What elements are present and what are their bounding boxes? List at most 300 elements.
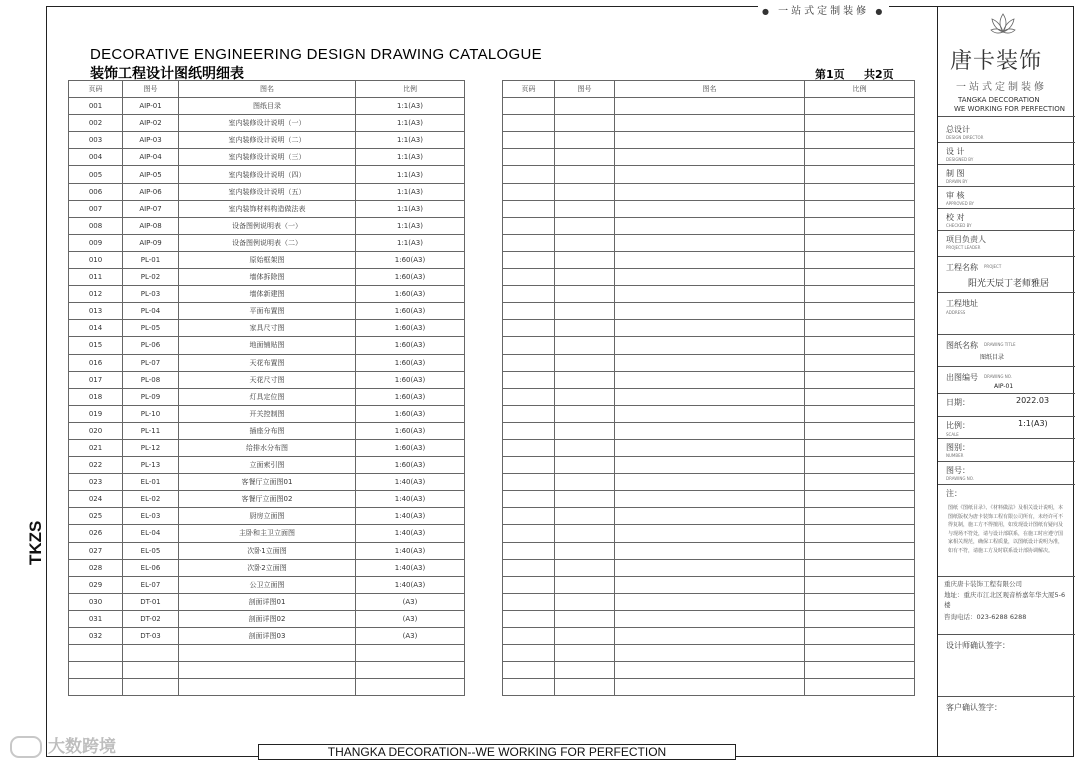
table-cell bbox=[615, 115, 805, 132]
table-row bbox=[69, 542, 465, 559]
table-cell: 011 bbox=[69, 269, 123, 286]
project-value: 阳光天辰丁老师雅居 bbox=[968, 279, 1050, 289]
table-row bbox=[69, 166, 465, 183]
scale-label: 比例： bbox=[946, 421, 970, 430]
table-cell: 室内装饰材料构造做法表 bbox=[179, 200, 356, 217]
column-header: 图名 bbox=[615, 81, 805, 98]
table-cell bbox=[615, 405, 805, 422]
table-cell bbox=[615, 132, 805, 149]
column-header: 页码 bbox=[69, 81, 123, 98]
table-cell bbox=[615, 269, 805, 286]
table-cell bbox=[805, 234, 915, 251]
table-cell: AIP-01 bbox=[123, 98, 179, 115]
table-cell: 墙体拆除图 bbox=[179, 269, 356, 286]
table-cell bbox=[555, 286, 615, 303]
table-cell bbox=[555, 234, 615, 251]
table-cell: 天花布置图 bbox=[179, 354, 356, 371]
table-cell bbox=[503, 679, 555, 696]
table-cell: 次卧1立面图 bbox=[179, 542, 356, 559]
table-cell: PL-11 bbox=[123, 422, 179, 439]
table-cell: 1:60(A3) bbox=[356, 439, 465, 456]
bullet-icon: ● bbox=[762, 7, 772, 16]
table-cell bbox=[555, 491, 615, 508]
role-label: 总设计 bbox=[946, 125, 970, 134]
table-cell bbox=[555, 251, 615, 268]
table-cell bbox=[555, 320, 615, 337]
table-cell: EL-06 bbox=[123, 559, 179, 576]
table-cell bbox=[356, 662, 465, 679]
table-cell bbox=[805, 354, 915, 371]
table-row bbox=[69, 474, 465, 491]
table-row bbox=[69, 679, 465, 696]
table-cell bbox=[805, 508, 915, 525]
sheet-sub: NUMBER bbox=[946, 453, 964, 458]
table-cell: EL-07 bbox=[123, 576, 179, 593]
table-cell: 室内装修设计说明（二） bbox=[179, 132, 356, 149]
table-cell: PL-08 bbox=[123, 371, 179, 388]
table-cell bbox=[805, 217, 915, 234]
drawing-name-label: 图纸名称 bbox=[946, 341, 978, 350]
designer-confirm: 设计师确认签字： bbox=[946, 641, 1010, 650]
divider bbox=[938, 416, 1075, 417]
table-cell bbox=[555, 457, 615, 474]
table-row bbox=[69, 337, 465, 354]
table-cell: 插座分布图 bbox=[179, 422, 356, 439]
table-cell bbox=[503, 474, 555, 491]
table-cell: 剖面详图03 bbox=[179, 628, 356, 645]
table-cell: 018 bbox=[69, 388, 123, 405]
table-row bbox=[69, 388, 465, 405]
table-cell bbox=[615, 320, 805, 337]
footer-slogan: THANGKA DECORATION--WE WORKING FOR PERFECTION bbox=[258, 744, 736, 760]
divider bbox=[938, 461, 1075, 462]
table-cell bbox=[503, 166, 555, 183]
table-cell: EL-04 bbox=[123, 525, 179, 542]
watermark bbox=[10, 732, 116, 758]
table-row bbox=[503, 337, 915, 354]
table-row bbox=[503, 491, 915, 508]
table-row bbox=[503, 593, 915, 610]
scale-value: 1:1(A3) bbox=[1018, 419, 1048, 428]
table-cell bbox=[503, 217, 555, 234]
table-cell bbox=[503, 628, 555, 645]
page-total: 共2页 bbox=[864, 68, 894, 81]
table-cell bbox=[805, 474, 915, 491]
table-row bbox=[503, 474, 915, 491]
table-cell bbox=[503, 662, 555, 679]
divider bbox=[938, 696, 1075, 697]
table-cell bbox=[503, 457, 555, 474]
table-cell: 1:60(A3) bbox=[356, 422, 465, 439]
table-cell bbox=[615, 251, 805, 268]
table-cell: 立面索引图 bbox=[179, 457, 356, 474]
table-cell: 013 bbox=[69, 303, 123, 320]
table-row bbox=[503, 559, 915, 576]
table-cell bbox=[615, 166, 805, 183]
table-cell bbox=[805, 320, 915, 337]
divider bbox=[938, 230, 1075, 231]
table-cell: 032 bbox=[69, 628, 123, 645]
table-cell bbox=[555, 149, 615, 166]
table-cell bbox=[615, 679, 805, 696]
table-cell: 1:60(A3) bbox=[356, 286, 465, 303]
table-cell bbox=[555, 439, 615, 456]
divider bbox=[938, 334, 1075, 335]
table-row bbox=[503, 303, 915, 320]
table-row bbox=[69, 115, 465, 132]
role-sub: DESIGNED BY bbox=[946, 157, 974, 162]
table-cell bbox=[555, 337, 615, 354]
table-cell bbox=[615, 645, 805, 662]
table-cell bbox=[615, 286, 805, 303]
table-cell bbox=[503, 491, 555, 508]
table-cell bbox=[615, 474, 805, 491]
table-cell bbox=[805, 269, 915, 286]
table-cell bbox=[555, 422, 615, 439]
table-cell bbox=[615, 303, 805, 320]
table-cell bbox=[503, 269, 555, 286]
table-cell bbox=[615, 610, 805, 627]
table-row bbox=[503, 183, 915, 200]
column-header: 页码 bbox=[503, 81, 555, 98]
table-cell: 017 bbox=[69, 371, 123, 388]
table-cell: 009 bbox=[69, 234, 123, 251]
table-cell bbox=[805, 559, 915, 576]
table-cell bbox=[615, 337, 805, 354]
table-row bbox=[503, 439, 915, 456]
table-cell: 1:1(A3) bbox=[356, 98, 465, 115]
table-cell: 平面布置图 bbox=[179, 303, 356, 320]
table-cell bbox=[615, 217, 805, 234]
table-row bbox=[69, 320, 465, 337]
client-confirm: 客户确认签字： bbox=[946, 703, 1002, 712]
table-row bbox=[69, 576, 465, 593]
divider bbox=[938, 186, 1075, 187]
table-cell: 019 bbox=[69, 405, 123, 422]
address-label: 工程地址 bbox=[946, 299, 978, 308]
table-row bbox=[69, 628, 465, 645]
drawing-name-sub: DRAWING TITLE bbox=[984, 342, 1016, 347]
watermark-logo-icon bbox=[10, 736, 42, 758]
table-row bbox=[503, 610, 915, 627]
table-cell bbox=[503, 371, 555, 388]
table-cell: AIP-03 bbox=[123, 132, 179, 149]
table-row bbox=[69, 645, 465, 662]
table-cell: 1:1(A3) bbox=[356, 200, 465, 217]
table-cell bbox=[555, 679, 615, 696]
table-cell bbox=[805, 337, 915, 354]
lotus-logo-icon bbox=[988, 10, 1018, 40]
table-cell: 地面铺贴图 bbox=[179, 337, 356, 354]
table-cell: 004 bbox=[69, 149, 123, 166]
slogan-text: 一站式定制装修 bbox=[778, 6, 870, 17]
role-sub: CHECKED BY bbox=[946, 223, 972, 228]
table-row bbox=[503, 679, 915, 696]
table-cell bbox=[555, 200, 615, 217]
table-cell bbox=[805, 149, 915, 166]
table-cell bbox=[123, 662, 179, 679]
table-cell bbox=[615, 491, 805, 508]
table-cell bbox=[503, 354, 555, 371]
table-cell bbox=[555, 132, 615, 149]
divider bbox=[938, 292, 1075, 293]
table-cell: 006 bbox=[69, 183, 123, 200]
company-address: 地址：重庆市江北区观音桥嘉年华大厦5-6楼 bbox=[944, 591, 1066, 609]
table-cell: AIP-04 bbox=[123, 149, 179, 166]
role-label: 审 核 bbox=[946, 191, 965, 200]
table-cell: PL-02 bbox=[123, 269, 179, 286]
brand-name: 唐卡装饰 bbox=[950, 49, 1043, 74]
company-phone: 咨询电话：023-6288 6288 bbox=[944, 613, 1027, 621]
table-cell: (A3) bbox=[356, 628, 465, 645]
divider bbox=[938, 164, 1075, 165]
table-cell: 设备图例说明表（二） bbox=[179, 234, 356, 251]
divider bbox=[938, 576, 1075, 577]
table-row bbox=[503, 457, 915, 474]
table-cell bbox=[503, 234, 555, 251]
table-cell: AIP-07 bbox=[123, 200, 179, 217]
date-label: 日期： bbox=[946, 398, 970, 407]
table-cell: 原始框架图 bbox=[179, 251, 356, 268]
table-cell: 015 bbox=[69, 337, 123, 354]
divider bbox=[938, 393, 1075, 394]
table-cell: (A3) bbox=[356, 593, 465, 610]
column-header: 图号 bbox=[555, 81, 615, 98]
table-cell bbox=[805, 115, 915, 132]
table-cell: PL-05 bbox=[123, 320, 179, 337]
table-row bbox=[503, 217, 915, 234]
table-cell: 1:1(A3) bbox=[356, 115, 465, 132]
table-cell: 次卧2立面图 bbox=[179, 559, 356, 576]
table-cell: PL-12 bbox=[123, 439, 179, 456]
table-cell bbox=[503, 98, 555, 115]
table-cell: 厨房立面图 bbox=[179, 508, 356, 525]
table-cell: 1:40(A3) bbox=[356, 542, 465, 559]
table-cell bbox=[503, 525, 555, 542]
divider bbox=[938, 634, 1075, 635]
table-cell: EL-03 bbox=[123, 508, 179, 525]
table-cell: PL-09 bbox=[123, 388, 179, 405]
scale-sub: SCALE bbox=[946, 432, 959, 437]
table-cell bbox=[555, 645, 615, 662]
table-cell bbox=[805, 610, 915, 627]
table-cell bbox=[805, 166, 915, 183]
table-cell: DT-03 bbox=[123, 628, 179, 645]
table-cell: 010 bbox=[69, 251, 123, 268]
table-cell: EL-05 bbox=[123, 542, 179, 559]
table-cell bbox=[555, 269, 615, 286]
table-cell: PL-06 bbox=[123, 337, 179, 354]
table-row bbox=[503, 200, 915, 217]
table-row bbox=[503, 371, 915, 388]
table-cell bbox=[805, 593, 915, 610]
table-cell: 022 bbox=[69, 457, 123, 474]
table-cell: 020 bbox=[69, 422, 123, 439]
title-block bbox=[937, 6, 1074, 757]
table-cell: 025 bbox=[69, 508, 123, 525]
role-sub: APPROVED BY bbox=[946, 201, 975, 206]
drawing-no-sub: DRAWING NO. bbox=[984, 374, 1012, 379]
sheet-no-sub: DRAWING NO. bbox=[946, 476, 974, 481]
table-row bbox=[69, 183, 465, 200]
table-row bbox=[69, 662, 465, 679]
table-cell: EL-02 bbox=[123, 491, 179, 508]
brand-english-name: TANGKA DECCORATION bbox=[958, 96, 1040, 104]
divider bbox=[938, 256, 1075, 257]
table-cell: 1:60(A3) bbox=[356, 251, 465, 268]
divider bbox=[938, 208, 1075, 209]
table-cell bbox=[503, 320, 555, 337]
table-cell bbox=[356, 679, 465, 696]
table-cell bbox=[555, 628, 615, 645]
table-header-row bbox=[69, 81, 465, 98]
table-cell: 室内装修设计说明（四） bbox=[179, 166, 356, 183]
role-label: 项目负责人 bbox=[946, 235, 986, 244]
table-cell bbox=[805, 371, 915, 388]
table-cell bbox=[123, 645, 179, 662]
catalogue-table-right bbox=[502, 80, 915, 696]
role-sub: PROJECT LEADER bbox=[946, 245, 981, 250]
table-cell bbox=[615, 593, 805, 610]
table-cell bbox=[615, 508, 805, 525]
table-cell: 剖面详图01 bbox=[179, 593, 356, 610]
table-cell bbox=[805, 525, 915, 542]
brand-english-slogan: WE WORKING FOR PERFECTION bbox=[954, 105, 1065, 113]
table-cell bbox=[555, 166, 615, 183]
table-row bbox=[503, 508, 915, 525]
table-cell: 1:60(A3) bbox=[356, 320, 465, 337]
table-cell: 1:40(A3) bbox=[356, 525, 465, 542]
table-row bbox=[503, 525, 915, 542]
table-cell bbox=[179, 645, 356, 662]
table-row bbox=[503, 576, 915, 593]
table-cell bbox=[615, 422, 805, 439]
table-cell: 主卧和主卫立面图 bbox=[179, 525, 356, 542]
table-cell bbox=[615, 439, 805, 456]
table-cell: (A3) bbox=[356, 610, 465, 627]
table-cell: DT-02 bbox=[123, 610, 179, 627]
table-cell bbox=[615, 457, 805, 474]
table-cell: 024 bbox=[69, 491, 123, 508]
table-cell bbox=[555, 542, 615, 559]
table-cell bbox=[615, 149, 805, 166]
table-row bbox=[503, 645, 915, 662]
table-cell bbox=[805, 132, 915, 149]
table-cell bbox=[555, 559, 615, 576]
table-cell bbox=[615, 234, 805, 251]
date-value: 2022.03 bbox=[1016, 396, 1050, 405]
table-cell bbox=[555, 576, 615, 593]
drawing-name-value: 图纸目录 bbox=[980, 354, 1005, 361]
table-cell: 1:40(A3) bbox=[356, 474, 465, 491]
table-cell bbox=[555, 98, 615, 115]
table-row bbox=[503, 98, 915, 115]
table-cell: 1:40(A3) bbox=[356, 559, 465, 576]
table-cell bbox=[615, 628, 805, 645]
table-row bbox=[69, 286, 465, 303]
table-row bbox=[69, 439, 465, 456]
table-cell: 1:60(A3) bbox=[356, 457, 465, 474]
table-cell: 1:60(A3) bbox=[356, 371, 465, 388]
table-row bbox=[69, 303, 465, 320]
table-cell: 墙体新建图 bbox=[179, 286, 356, 303]
table-cell: 客餐厅立面图02 bbox=[179, 491, 356, 508]
table-row bbox=[69, 457, 465, 474]
table-cell bbox=[555, 474, 615, 491]
table-cell bbox=[555, 388, 615, 405]
table-row bbox=[69, 251, 465, 268]
table-cell: PL-04 bbox=[123, 303, 179, 320]
table-row bbox=[503, 286, 915, 303]
table-row bbox=[503, 422, 915, 439]
table-cell: 家具尺寸图 bbox=[179, 320, 356, 337]
table-cell: 002 bbox=[69, 115, 123, 132]
table-row bbox=[69, 525, 465, 542]
table-cell: 室内装修设计说明（一） bbox=[179, 115, 356, 132]
table-row bbox=[69, 422, 465, 439]
role-label: 设 计 bbox=[946, 147, 965, 156]
table-cell: 室内装修设计说明（五） bbox=[179, 183, 356, 200]
table-cell: 1:60(A3) bbox=[356, 405, 465, 422]
table-cell bbox=[503, 388, 555, 405]
table-row bbox=[69, 593, 465, 610]
table-row bbox=[503, 149, 915, 166]
table-cell bbox=[805, 491, 915, 508]
table-cell bbox=[503, 132, 555, 149]
table-cell: 1:40(A3) bbox=[356, 491, 465, 508]
table-cell bbox=[555, 593, 615, 610]
table-row bbox=[503, 166, 915, 183]
table-cell: 028 bbox=[69, 559, 123, 576]
project-label: 工程名称 bbox=[946, 263, 978, 272]
table-cell bbox=[555, 610, 615, 627]
table-cell bbox=[805, 183, 915, 200]
table-cell bbox=[805, 645, 915, 662]
table-cell: PL-03 bbox=[123, 286, 179, 303]
table-cell: 026 bbox=[69, 525, 123, 542]
table-cell bbox=[615, 183, 805, 200]
table-cell bbox=[805, 98, 915, 115]
title-chinese: 装饰工程设计图纸明细表 bbox=[90, 66, 244, 82]
table-cell bbox=[615, 576, 805, 593]
table-cell bbox=[805, 251, 915, 268]
table-cell bbox=[503, 149, 555, 166]
table-cell bbox=[503, 593, 555, 610]
table-row bbox=[503, 234, 915, 251]
table-cell bbox=[555, 217, 615, 234]
role-label: 校 对 bbox=[946, 213, 965, 222]
table-row bbox=[503, 354, 915, 371]
table-row bbox=[69, 354, 465, 371]
table-cell: 公卫立面图 bbox=[179, 576, 356, 593]
table-cell bbox=[503, 200, 555, 217]
table-cell bbox=[503, 422, 555, 439]
table-cell bbox=[555, 183, 615, 200]
table-cell: 开关控制图 bbox=[179, 405, 356, 422]
table-cell: 1:1(A3) bbox=[356, 217, 465, 234]
table-cell: AIP-09 bbox=[123, 234, 179, 251]
table-cell: 剖面详图02 bbox=[179, 610, 356, 627]
table-cell bbox=[615, 371, 805, 388]
table-cell bbox=[503, 439, 555, 456]
table-row bbox=[69, 491, 465, 508]
table-cell: 012 bbox=[69, 286, 123, 303]
table-cell bbox=[615, 559, 805, 576]
table-cell bbox=[555, 303, 615, 320]
table-cell: 给排水分布图 bbox=[179, 439, 356, 456]
table-row bbox=[503, 320, 915, 337]
table-cell: 029 bbox=[69, 576, 123, 593]
